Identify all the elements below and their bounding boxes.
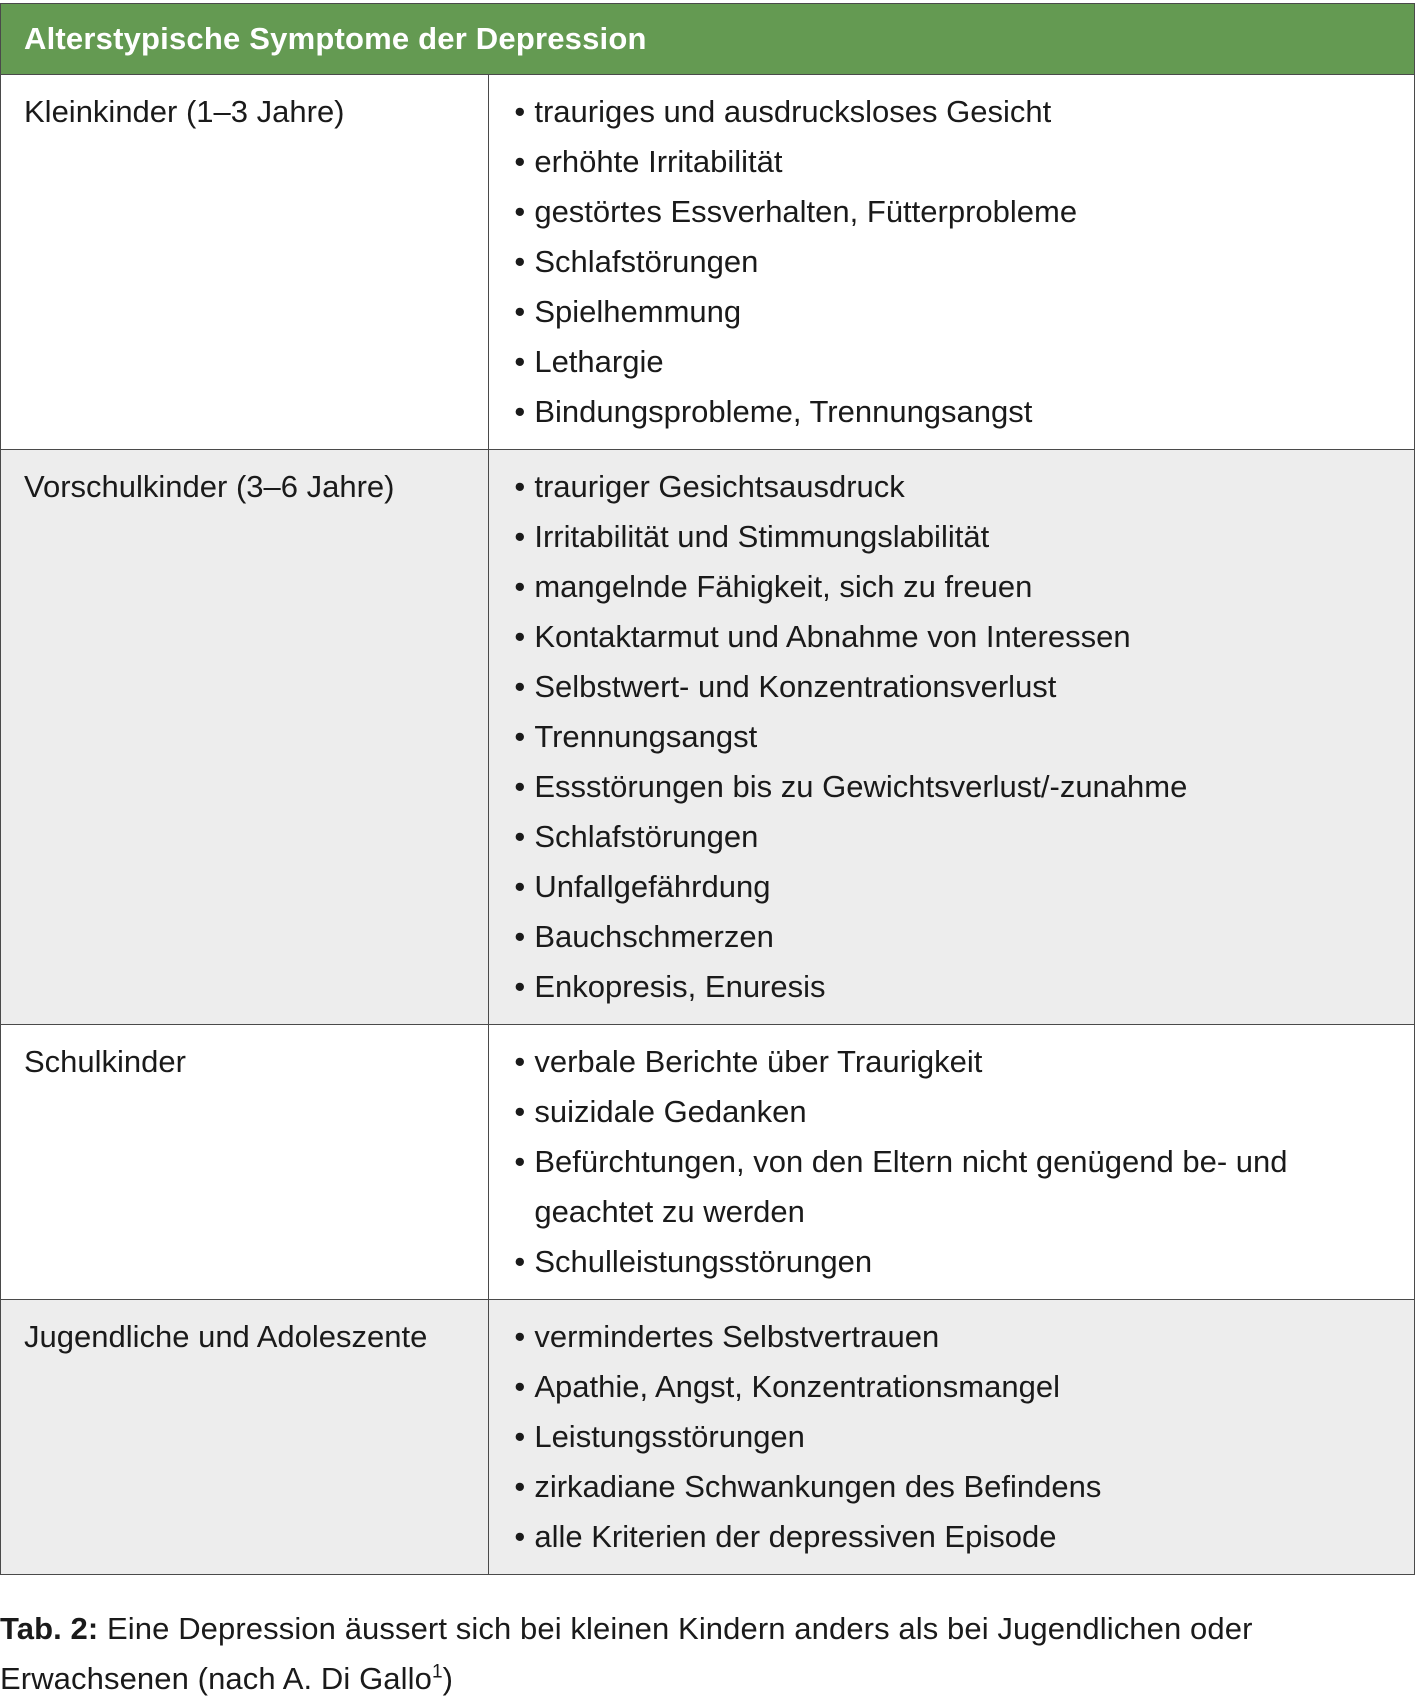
symptom-item: • alle Kriterien der depressiven Episode [489, 1512, 1394, 1562]
symptom-item: • suizidale Gedanken [489, 1087, 1394, 1137]
symptom-table-container [0, 3, 1415, 1575]
symptom-item: • Befürchtungen, von den Eltern nicht genügend be- und geachtet zu werden [489, 1137, 1394, 1237]
symptom-item: • trauriger Gesichtsausdruck [489, 462, 1394, 512]
symptom-item: • Schlafstörungen [489, 812, 1394, 862]
symptom-item: • vermindertes Selbstvertrauen [489, 1312, 1394, 1362]
symptoms-cell [489, 1025, 1415, 1300]
symptom-item: • Schulleistungsstörungen [489, 1237, 1394, 1287]
symptom-list [489, 1312, 1394, 1562]
age-group-cell: Kleinkinder (1–3 Jahre) [1, 75, 489, 450]
symptoms-cell [489, 75, 1415, 450]
table-row [1, 75, 1415, 450]
symptom-item: • trauriges und ausdrucksloses Gesicht [489, 87, 1394, 137]
table-caption [0, 1604, 1410, 1704]
age-group-cell: Jugendliche und Adoleszente [1, 1300, 489, 1575]
symptom-item: • Apathie, Angst, Konzentrationsmangel [489, 1362, 1394, 1412]
symptom-list [489, 462, 1394, 1012]
table-header-row [1, 4, 1415, 75]
symptom-item: • gestörtes Essverhalten, Fütterprobleme [489, 187, 1394, 237]
caption-label: Tab. 2: [0, 1611, 99, 1646]
symptom-list [489, 1037, 1394, 1287]
symptom-item: • Leistungsstörungen [489, 1412, 1394, 1462]
caption-closing: ) [442, 1661, 454, 1696]
symptom-item: • Enkopresis, Enuresis [489, 962, 1394, 1012]
symptom-item: • Irritabilität und Stimmungslabilität [489, 512, 1394, 562]
symptoms-cell [489, 450, 1415, 1025]
symptom-item: • Schlafstörungen [489, 237, 1394, 287]
symptom-item: • Unfallgefährdung [489, 862, 1394, 912]
symptom-table [0, 3, 1415, 1575]
footnote-marker: 1 [431, 1661, 443, 1683]
symptom-item: • Bauchschmerzen [489, 912, 1394, 962]
symptom-item: • erhöhte Irritabilität [489, 137, 1394, 187]
table-row [1, 1300, 1415, 1575]
symptom-list [489, 87, 1394, 437]
symptom-item: • Essstörungen bis zu Gewichtsverlust/-zunahme [489, 762, 1394, 812]
symptom-item: • Lethargie [489, 337, 1394, 387]
symptom-item: • mangelnde Fähigkeit, sich zu freuen [489, 562, 1394, 612]
symptom-item: • Bindungsprobleme, Trennungsangst [489, 387, 1394, 437]
table-body [1, 75, 1415, 1575]
symptom-item: • Selbstwert- und Konzentrationsverlust [489, 662, 1394, 712]
table-row [1, 1025, 1415, 1300]
symptom-item: • Spielhemmung [489, 287, 1394, 337]
symptom-item: • verbale Berichte über Traurigkeit [489, 1037, 1394, 1087]
symptom-item: • Trennungsangst [489, 712, 1394, 762]
symptom-item: • zirkadiane Schwankungen des Befindens [489, 1462, 1394, 1512]
table-row [1, 450, 1415, 1025]
symptoms-cell [489, 1300, 1415, 1575]
age-group-cell: Vorschulkinder (3–6 Jahre) [1, 450, 489, 1025]
symptom-item: • Kontaktarmut und Abnahme von Interessen [489, 612, 1394, 662]
table-title: Alterstypische Symptome der Depression [1, 4, 1415, 75]
age-group-cell: Schulkinder [1, 1025, 489, 1300]
caption-text: Eine Depression äussert sich bei kleinen Kindern anders als bei Jugendlichen oder Erwachsenen (nach A. Di Gallo [0, 1611, 1253, 1696]
